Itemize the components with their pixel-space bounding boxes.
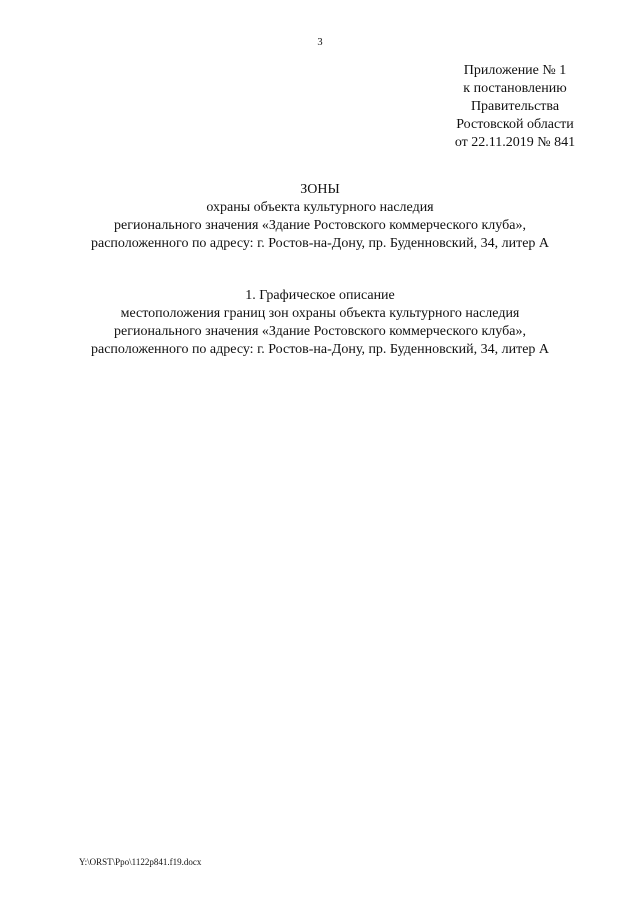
zones-title: ЗОНЫ bbox=[300, 182, 340, 197]
appendix-block bbox=[440, 62, 590, 152]
appendix-line: к постановлению bbox=[463, 81, 567, 96]
section-1-block bbox=[40, 287, 600, 359]
zones-subtitle-line: расположенного по адресу: г. Ростов-на-Дону, пр. Буденновский, 34, литер А bbox=[90, 236, 550, 251]
appendix-line: Ростовской области bbox=[456, 117, 574, 132]
appendix-line: Приложение № 1 bbox=[463, 63, 567, 78]
section-1-heading: 1. Графическое описание bbox=[245, 288, 395, 303]
zones-subtitle-line: охраны объекта культурного наследия bbox=[206, 200, 434, 215]
zones-subtitle-line: регионального значения «Здание Ростовского коммерческого клуба», bbox=[114, 218, 526, 233]
zones-title-block bbox=[40, 181, 600, 253]
section-1-line: местоположения границ зон охраны объекта культурного наследия bbox=[120, 306, 520, 321]
section-1-line: расположенного по адресу: г. Ростов-на-Дону, пр. Буденновский, 34, литер А bbox=[90, 342, 550, 357]
footer-file-path: Y:\ORST\Ppo\1122p841.f19.docx bbox=[79, 857, 202, 867]
section-1-line: регионального значения «Здание Ростовского коммерческого клуба», bbox=[114, 324, 526, 339]
appendix-line: Правительства bbox=[470, 99, 560, 114]
appendix-date-line: от 22.11.2019 № 841 bbox=[454, 135, 576, 150]
page-number: 3 bbox=[317, 37, 323, 48]
